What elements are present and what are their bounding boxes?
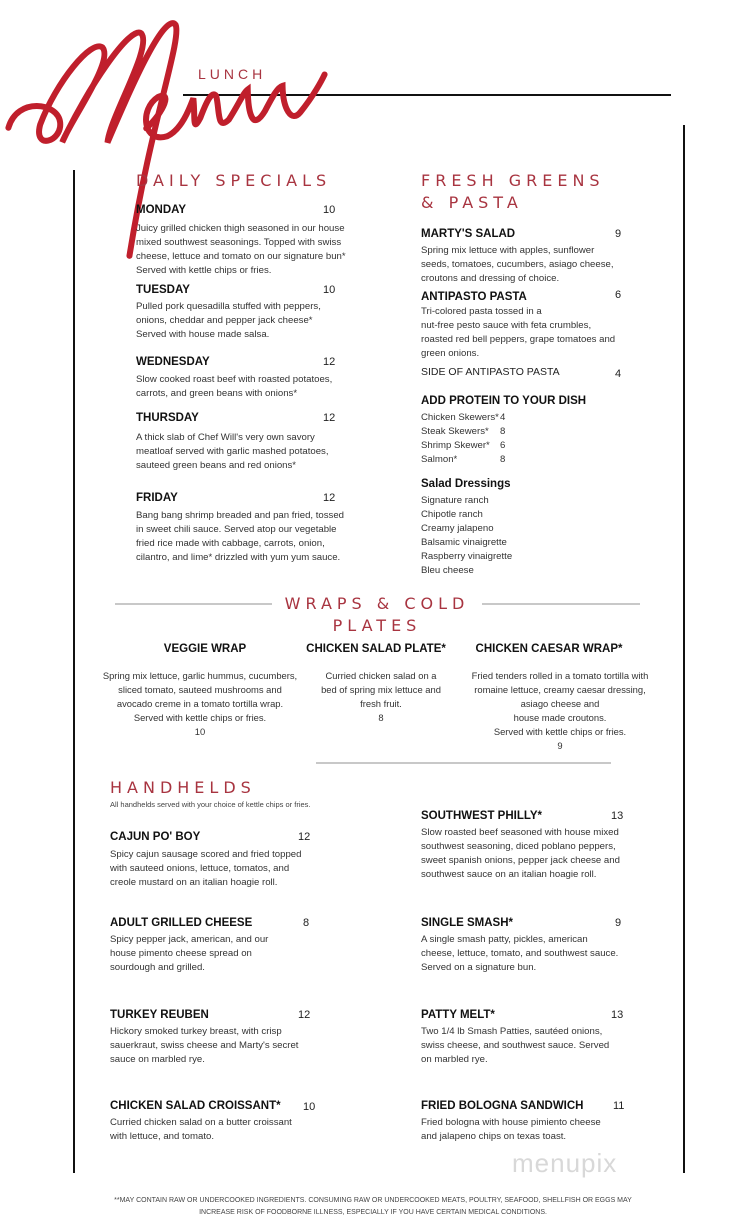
protein-price: 4: [500, 412, 506, 423]
item-description: Fried bologna with house pimiento cheese and jalapeno chips on texas toast.: [421, 1117, 601, 1142]
item-description: Curried chicken salad on a bed of spring mix lettuce and fresh fruit.: [321, 670, 441, 709]
protein-name: Chicken Skewers*: [421, 412, 499, 423]
item-title: CHICKEN SALAD CROISSANT*: [110, 1100, 281, 1112]
daily-specials-heading: DAILY SPECIALS: [136, 171, 332, 190]
item-price: 12: [298, 831, 311, 843]
item-description: Spicy cajun sausage scored and fried topped with sauteed onions, lettuce, tomatos, and creole mustard on an italian hoagie roll.: [110, 849, 302, 888]
item-title: CHICKEN SALAD PLATE*: [306, 643, 446, 655]
item-title: MARTY'S SALAD: [421, 228, 516, 240]
item-price: 12: [323, 412, 336, 424]
pasta-heading: & PASTA: [421, 193, 523, 212]
item-price: 9: [615, 228, 622, 240]
item-price: 12: [323, 492, 336, 504]
wraps-heading: WRAPS & COLD: [284, 594, 470, 613]
divider: [482, 603, 640, 605]
divider: [316, 762, 611, 764]
protein-name: Steak Skewers*: [421, 426, 489, 437]
dressings-title: Salad Dressings: [421, 478, 511, 490]
lunch-label: LUNCH: [198, 66, 267, 82]
item-price: 8: [303, 917, 310, 929]
item-title: SINGLE SMASH*: [421, 917, 514, 929]
plates-heading: PLATES: [332, 616, 422, 635]
item-price: 6: [615, 289, 622, 301]
item-title: VEGGIE WRAP: [163, 643, 247, 655]
item-price: 13: [611, 810, 624, 822]
item-description: A single smash patty, pickles, american cheese, lettuce, tomato, and southwest sauce. Served on a signature bun.: [421, 934, 619, 973]
item-title: MONDAY: [136, 204, 187, 216]
item-title: CAJUN PO' BOY: [110, 831, 201, 843]
right-border: [683, 125, 685, 1173]
item-price: 10: [323, 284, 336, 296]
dressing-item: Raspberry vinaigrette: [421, 551, 513, 562]
item-title: TUESDAY: [136, 284, 190, 296]
item-description: Spring mix lettuce, garlic hummus, cucumbers, sliced tomato, sauteed mushrooms and avocado creme in a tomato tortilla wrap. Served with kettle chips or fries.: [102, 670, 298, 723]
divider: [115, 603, 272, 605]
item-description: Two 1/4 lb Smash Patties, sautéed onions, swiss cheese, and southwest sauce. Served on marbled rye.: [421, 1026, 610, 1065]
item-price: 12: [298, 1009, 311, 1021]
item-description: Bang bang shrimp breaded and pan fried, tossed in sweet chili sauce. Served atop our vegetable fried rice made with cabbage, carrots, onion, cilantro, and lime* drizzled with yum yum sauce.: [136, 510, 345, 563]
item-price: 10: [323, 204, 336, 216]
item-price: 12: [323, 356, 336, 368]
item-description: A thick slab of Chef Will's very own savory meatloaf served with garlic mashed potatoes, sauteed green beans and red onions*: [136, 432, 329, 471]
fresh-greens-heading: FRESH GREENS: [421, 171, 605, 190]
dressing-item: Bleu cheese: [421, 565, 474, 576]
item-price: 11: [613, 1100, 625, 1112]
item-description: Spicy pepper jack, american, and our house pimento cheese spread on sourdough and grilled.: [110, 934, 269, 973]
dressing-item: Creamy jalapeno: [421, 523, 494, 534]
item-title: CHICKEN CAESAR WRAP*: [475, 643, 623, 655]
protein-name: Shrimp Skewer*: [421, 440, 490, 451]
protein-price: 8: [500, 426, 506, 437]
item-description: Pulled pork quesadilla stuffed with peppers, onions, cheddar and pepper jack cheese* Served with house made salsa.: [136, 301, 321, 340]
left-border: [73, 170, 75, 1173]
item-title: ADULT GRILLED CHEESE: [110, 917, 253, 929]
item-title: FRIED BOLOGNA SANDWICH: [421, 1100, 584, 1112]
item-description: Fried tenders rolled in a tomato tortilla with romaine lettuce, creamy caesar dressing, asiago cheese and house made croutons. Served with kettle chips or fries.: [471, 670, 649, 737]
item-price: 13: [611, 1009, 624, 1021]
item-title: PATTY MELT*: [421, 1009, 495, 1021]
item-price: 4: [615, 368, 622, 380]
protein-price: 6: [500, 440, 506, 451]
dressing-item: Signature ranch: [421, 495, 489, 506]
item-price: 10: [303, 1101, 316, 1113]
item-description: Juicy grilled chicken thigh seasoned in our house mixed southwest seasonings. Topped with swiss cheese, lettuce and tomato on our signature bun* Served with kettle chips or fries.: [136, 223, 346, 276]
item-title: ANTIPASTO PASTA: [421, 291, 527, 303]
item-title: FRIDAY: [136, 492, 178, 504]
item-description: Tri-colored pasta tossed in a nut-free pesto sauce with feta crumbles, roasted red bell peppers, grape tomatoes and green onions.: [421, 306, 616, 359]
handhelds-heading: HANDHELDS: [110, 778, 256, 797]
protein-price: 8: [500, 454, 506, 465]
item-price: 9: [615, 917, 622, 929]
item-price: 10: [194, 726, 206, 737]
item-title: SOUTHWEST PHILLY*: [421, 810, 542, 822]
item-title: WEDNESDAY: [136, 356, 210, 368]
protein-name: Salmon*: [421, 454, 458, 465]
item-title: TURKEY REUBEN: [110, 1009, 209, 1021]
item-title: THURSDAY: [136, 412, 199, 424]
dressing-item: Chipotle ranch: [421, 509, 483, 520]
side-item-title: SIDE OF ANTIPASTO PASTA: [421, 366, 560, 378]
item-description: Slow cooked roast beef with roasted potatoes, carrots, and green beans with onions*: [136, 374, 333, 399]
protein-title: ADD PROTEIN TO YOUR DISH: [421, 395, 587, 407]
disclaimer-line-2: INCREASE RISK OF FOODBORNE ILLNESS, ESPECIALLY IF YOU HAVE CERTAIN MEDICAL CONDITIONS.: [199, 1209, 547, 1216]
item-price: 8: [378, 712, 384, 723]
disclaimer-line-1: **MAY CONTAIN RAW OR UNDERCOOKED INGREDIENTS. CONSUMING RAW OR UNDERCOOKED MEATS, POULTRY, SEAFOOD, SHELLFISH OR EGGS MAY: [114, 1197, 632, 1204]
item-description: Curried chicken salad on a butter croissant with lettuce, and tomato.: [110, 1117, 292, 1142]
watermark: menupix: [512, 1148, 618, 1178]
item-description: Slow roasted beef seasoned with house mixed southwest seasoning, diced poblano peppers, sweet spanish onions, pepper jack cheese and southwest sauce on an italian hoagie roll.: [421, 827, 620, 880]
item-description: Hickory smoked turkey breast, with crisp sauerkraut, swiss cheese and Marty's secret sauce on marbled rye.: [110, 1026, 299, 1065]
item-price: 9: [557, 740, 563, 751]
item-description: Spring mix lettuce with apples, sunflower seeds, tomatoes, cucumbers, asiago cheese, croutons and dressing of choice.: [421, 245, 614, 284]
handhelds-note: All handhelds served with your choice of kettle chips or fries.: [110, 800, 311, 809]
dressing-item: Balsamic vinaigrette: [421, 537, 507, 548]
